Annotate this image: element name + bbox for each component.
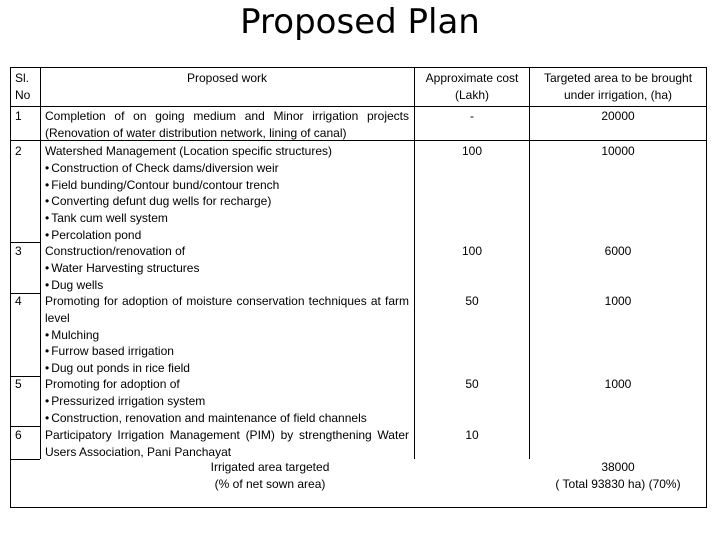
row-3-intro: Construction/renovation of (45, 244, 186, 258)
footer-value (530, 459, 706, 493)
row-4-work (45, 293, 409, 377)
header-cost: Approximate cost (Lakh) (425, 71, 519, 102)
row-5-intro: Promoting for adoption of (45, 377, 180, 391)
row-4-area: 1000 (604, 294, 632, 308)
row-2-bullet: • Field bunding/Contour bund/contour trench (45, 177, 409, 194)
row-4-sl: 4 (15, 294, 22, 308)
row-3-area: 6000 (604, 244, 632, 258)
row-1-cost: - (470, 109, 474, 123)
row-3-cost: 100 (461, 244, 483, 258)
footer-value-line2: ( Total 93830 ha) (70%) (555, 476, 681, 491)
row-5-area: 1000 (604, 377, 632, 391)
row-4-cost: 50 (465, 294, 479, 308)
row-5-bullet: • Construction, renovation and maintenance of field channels (45, 410, 409, 427)
row-5-work (45, 376, 409, 426)
row-1-work: Completion of on going medium and Minor irrigation projects (Renovation of water distribution network, lining of canal) (45, 109, 409, 140)
row-2-bullet: • Construction of Check dams/diversion weir (45, 160, 409, 177)
footer-label-line2: (% of net sown area) (214, 476, 326, 491)
row-6-sl: 6 (15, 428, 22, 442)
footer-value-line1: 38000 (601, 460, 635, 474)
row-4-bullet: • Dug out ponds in rice field (45, 360, 409, 377)
row-1-sl: 1 (15, 109, 22, 123)
row-6-work: Participatory Irrigation Management (PIM) by strengthening Water Users Association, Pani Panchayat (45, 428, 409, 459)
row-2-bullet: • Percolation pond (45, 227, 409, 244)
grid-line (529, 68, 530, 459)
row-5-sl: 5 (15, 377, 22, 391)
row-3-work (45, 243, 409, 293)
row-6-cost: 10 (465, 428, 479, 442)
row-2-area: 10000 (601, 144, 635, 158)
grid-line (414, 68, 415, 459)
header-area: Targeted area to be brought under irrigation, (ha) (543, 71, 693, 102)
footer-label (11, 459, 529, 493)
row-4-intro: Promoting for adoption of moisture conservation techniques at farm level (45, 294, 409, 325)
row-2-sl: 2 (15, 144, 22, 158)
header-sl: Sl. No (15, 71, 31, 102)
page-title: Proposed Plan (240, 2, 480, 42)
footer-label-line1: Irrigated area targeted (210, 460, 330, 474)
row-2-cost: 100 (461, 144, 483, 158)
row-1-area: 20000 (601, 109, 635, 123)
row-2-bullet: • Converting defunt dug wells for recharge) (45, 193, 409, 210)
row-5-bullet: • Pressurized irrigation system (45, 393, 409, 410)
grid-line (11, 106, 706, 107)
row-2-work (45, 143, 409, 244)
row-3-sl: 3 (15, 244, 22, 258)
row-3-bullet: • Dug wells (45, 277, 409, 294)
row-2-bullet: • Tank cum well system (45, 210, 409, 227)
proposed-plan-table (10, 67, 707, 508)
row-2-intro: Watershed Management (Location specific structures) (45, 144, 333, 158)
row-4-bullet: • Furrow based irrigation (45, 343, 409, 360)
row-5-cost: 50 (465, 377, 479, 391)
grid-line (40, 68, 41, 459)
row-4-bullet: • Mulching (45, 327, 409, 344)
row-3-bullet: • Water Harvesting structures (45, 260, 409, 277)
header-work: Proposed work (186, 71, 268, 85)
